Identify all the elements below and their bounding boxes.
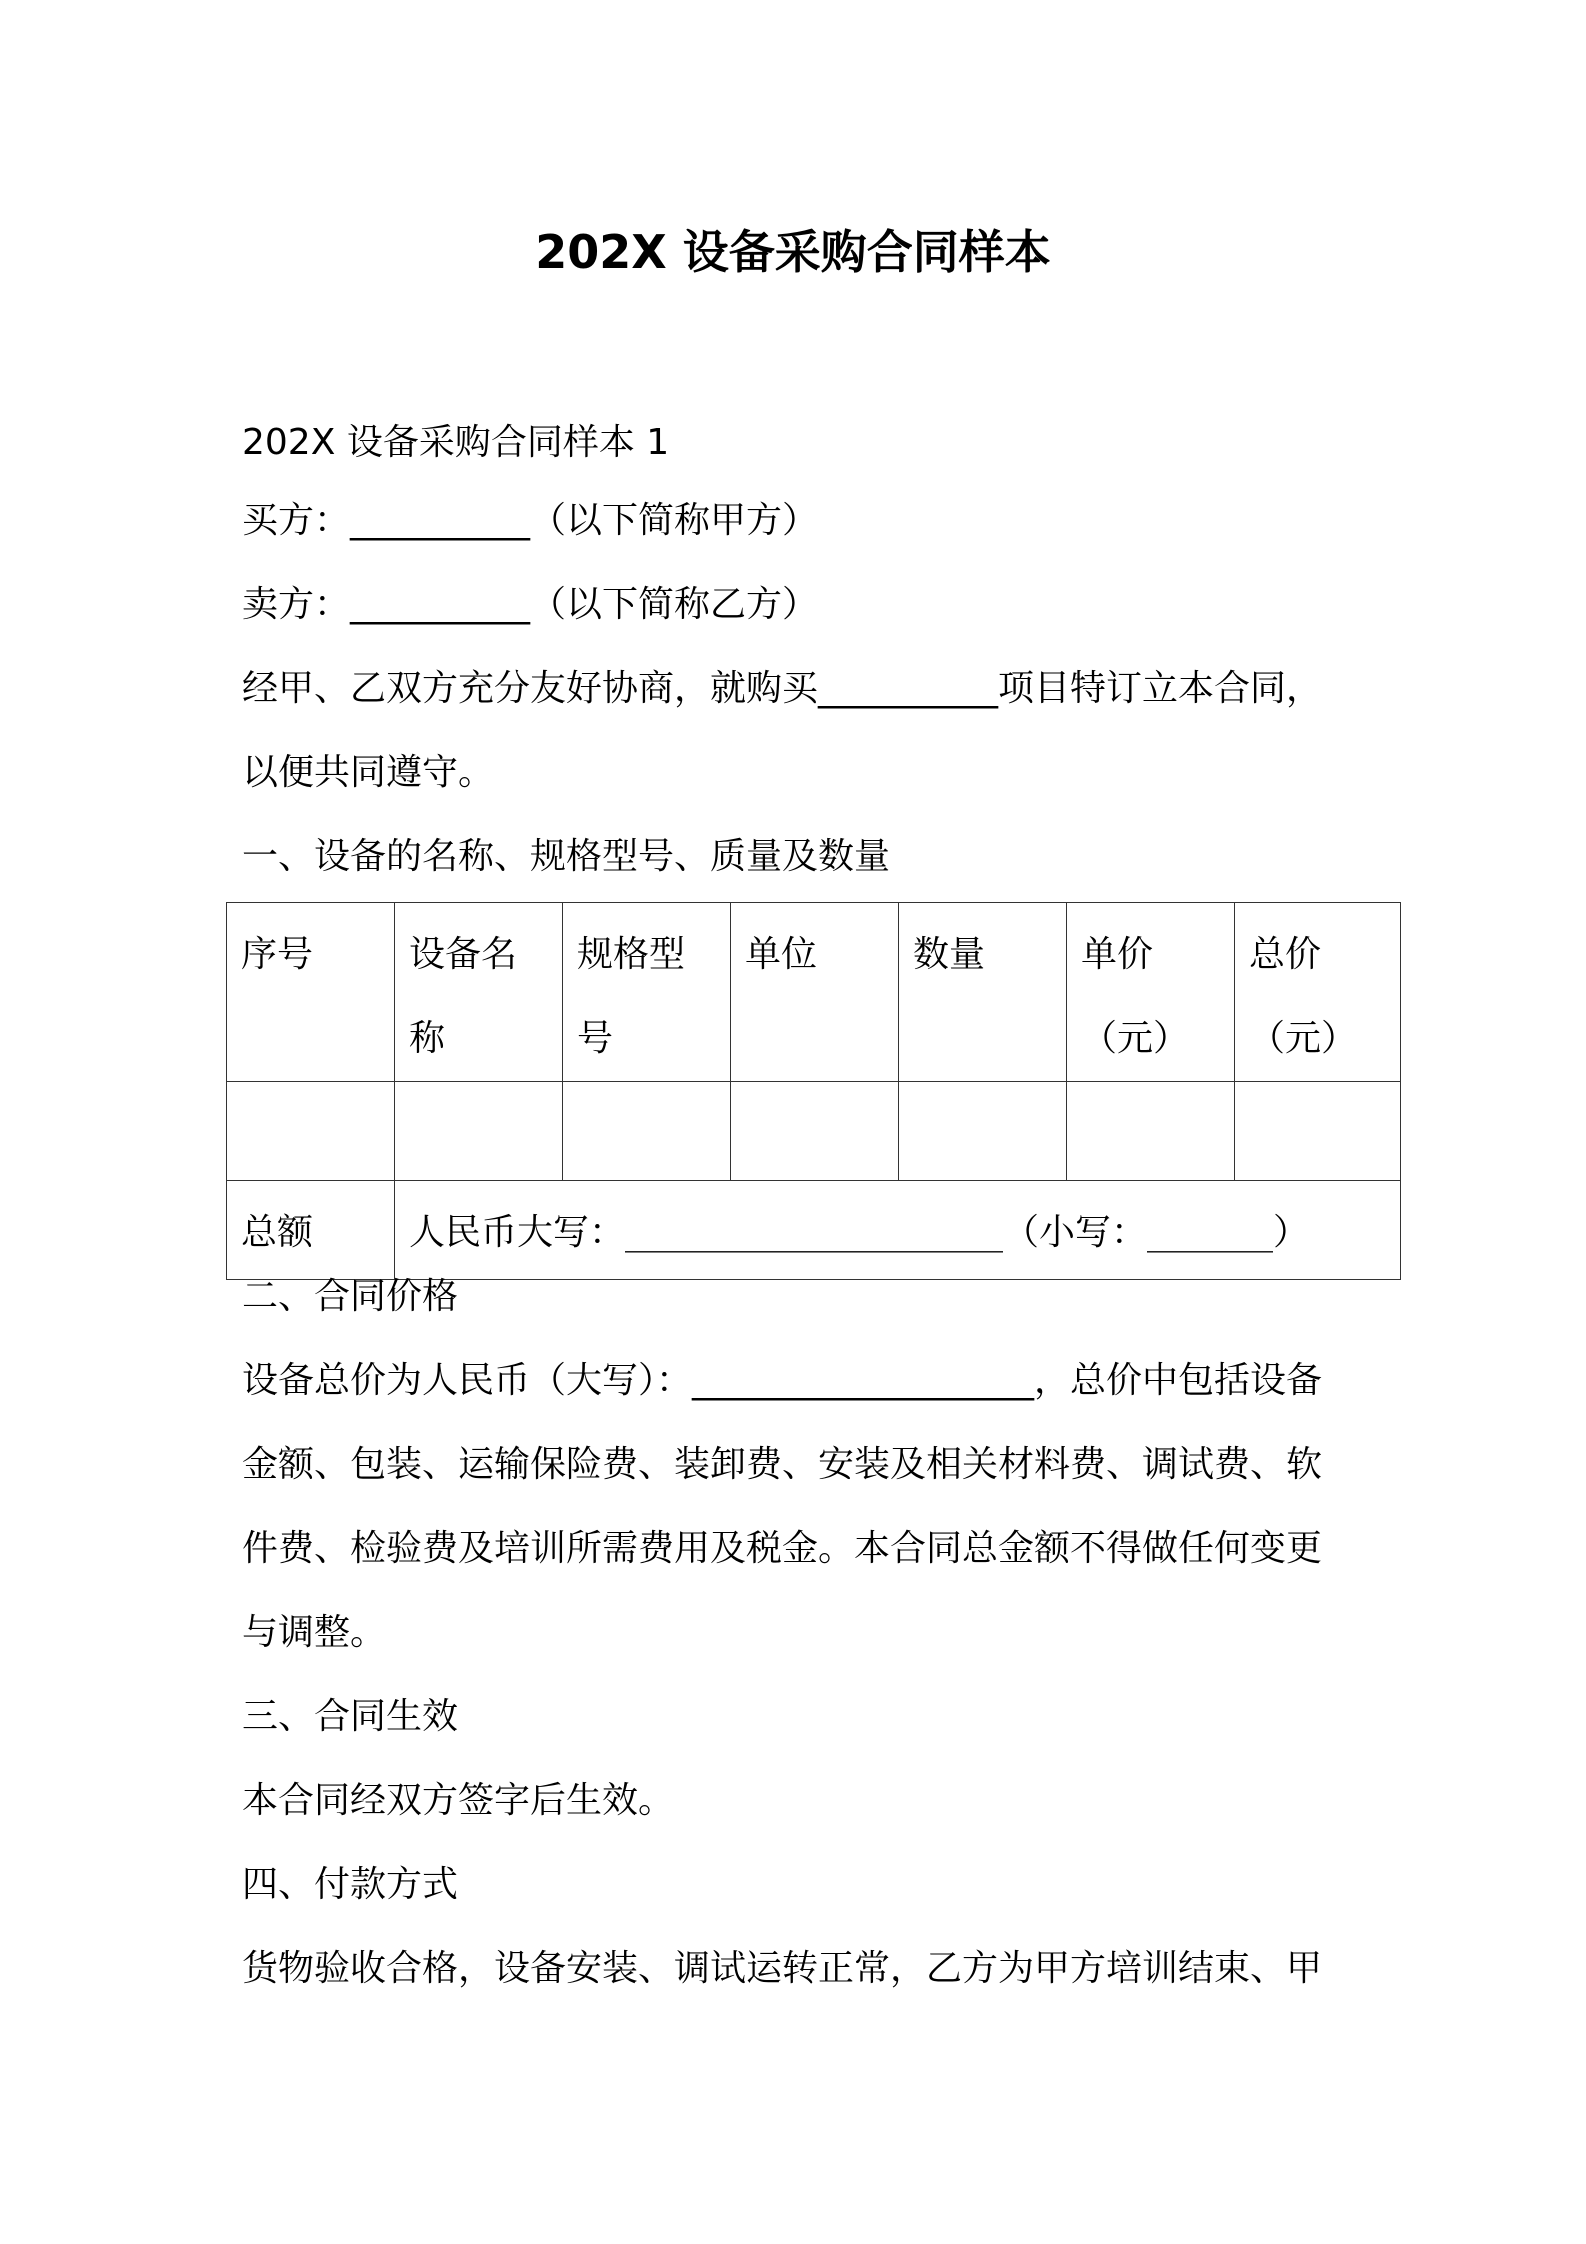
total-label: 总额	[241, 1212, 314, 1253]
table-cell	[1235, 1082, 1401, 1181]
table-cell	[395, 1082, 563, 1181]
section-3-heading: 三、合同生效	[242, 1696, 459, 1737]
table-cell	[563, 1082, 731, 1181]
table-row	[227, 1082, 1401, 1181]
section-1-heading: 一、设备的名称、规格型号、质量及数量	[242, 836, 891, 877]
header-label-continued: 号	[577, 1018, 614, 1059]
header-label: 设备名	[409, 934, 518, 975]
table-header-row	[227, 903, 1401, 1082]
header-cell-unit	[731, 903, 899, 1082]
header-label: 总价	[1249, 934, 1322, 975]
section-3-line-1: 本合同经双方签字后生效。	[242, 1780, 675, 1821]
table-cell	[1067, 1082, 1235, 1181]
header-cell-index	[227, 903, 395, 1082]
total-label-cell	[227, 1181, 395, 1280]
section-4-line-1: 货物验收合格，设备安装、调试运转正常，乙方为甲方培训结束、甲	[242, 1948, 1323, 1989]
table-cell	[227, 1082, 395, 1181]
page-title: 202X 设备采购合同样本	[535, 225, 1051, 279]
header-label: 规格型	[577, 934, 686, 975]
document-subtitle: 202X 设备采购合同样本 1	[242, 422, 670, 463]
section-2-line-2: 金额、包装、运输保险费、装卸费、安装及相关材料费、调试费、软	[242, 1444, 1323, 1485]
total-value: 人民币大写：_____________________（小写：_______）	[409, 1212, 1310, 1253]
intro-paragraph-line-2: 以便共同遵守。	[242, 752, 495, 793]
header-cell-equipment-name	[395, 903, 563, 1082]
section-4-heading: 四、付款方式	[242, 1864, 459, 1905]
header-label-continued: 称	[409, 1018, 446, 1059]
intro-paragraph-line-1: 经甲、乙双方充分友好协商，就购买__________项目特订立本合同，	[242, 668, 1323, 709]
table-cell	[731, 1082, 899, 1181]
header-label: 单位	[745, 934, 818, 975]
table-total-row	[227, 1181, 1401, 1280]
total-value-cell	[395, 1181, 1401, 1280]
header-cell-unit-price	[1067, 903, 1235, 1082]
header-label: 数量	[913, 934, 986, 975]
header-label: 序号	[241, 934, 314, 975]
seller-line: 卖方：__________（以下简称乙方）	[242, 584, 819, 625]
header-label-continued: （元）	[1081, 1018, 1190, 1059]
section-2-line-4: 与调整。	[242, 1612, 387, 1653]
buyer-line: 买方：__________（以下简称甲方）	[242, 500, 819, 541]
section-2-heading: 二、合同价格	[242, 1276, 459, 1317]
header-label: 单价	[1081, 934, 1154, 975]
header-cell-quantity	[899, 903, 1067, 1082]
section-2-line-3: 件费、检验费及培训所需费用及税金。本合同总金额不得做任何变更	[242, 1528, 1323, 1569]
section-2-line-1: 设备总价为人民币（大写）：___________________，总价中包括设备	[242, 1360, 1323, 1401]
table-cell	[899, 1082, 1067, 1181]
equipment-table	[226, 902, 1401, 1280]
header-cell-total-price	[1235, 903, 1401, 1082]
header-label-continued: （元）	[1249, 1018, 1358, 1059]
header-cell-model	[563, 903, 731, 1082]
